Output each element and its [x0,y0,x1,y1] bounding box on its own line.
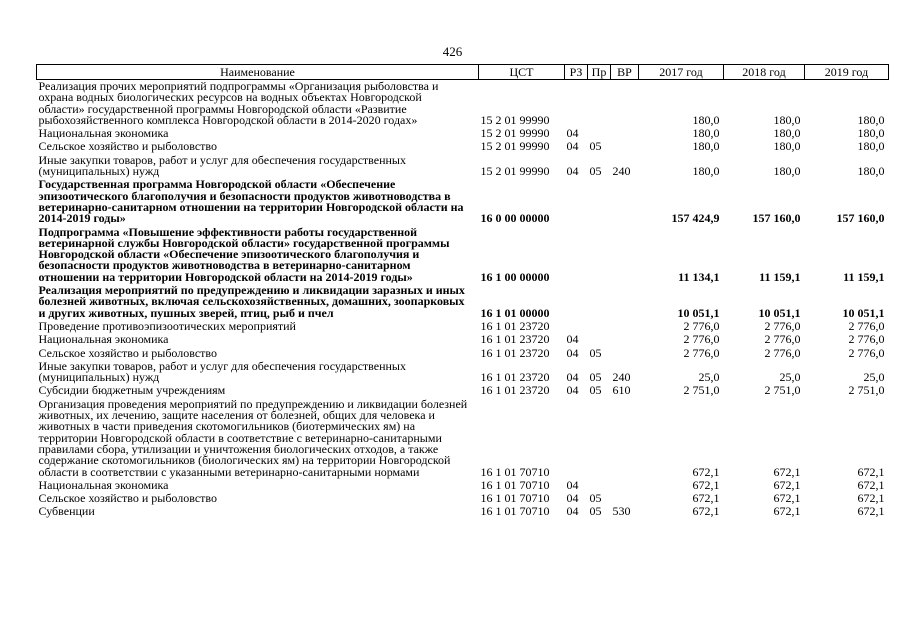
row-2019-value: 2 776,0 [848,318,885,333]
table-row [37,139,889,152]
row-name: Подпрограмма «Повышение эффективности работы государственной ветеринарной службы Новгородской области» государственной программы Новгородской области «Обеспечение эпизоотического благополучия и безопасности продуктов животноводства в ветеринарно-санитарном отношении на территории Новгородской области на 2014-2019 годы» [38,224,450,284]
table-row [37,225,889,283]
row-2019-value: 180,0 [857,139,885,154]
row-rz [565,177,588,224]
row-2018-value: 180,0 [773,139,801,154]
row-pr [588,225,611,283]
row-rz: 04 [566,139,579,154]
row-cst: 15 2 01 99990 [480,126,550,141]
row-2019-value: 25,0 [863,370,885,385]
row-pr [588,177,611,224]
row-vr [611,478,639,491]
row-vr: 530 [612,504,631,519]
row-vr [611,332,639,345]
header-2017: 2017 год [639,65,724,80]
row-2019-value: 2 776,0 [848,345,885,360]
row-2018-value: 672,1 [773,477,801,492]
table-body [37,80,889,518]
row-cst: 16 1 01 23720 [480,332,550,347]
row-2019-value: 180,0 [857,112,885,127]
header-cst: ЦСТ [479,65,565,80]
row-2017-value: 11 134,1 [678,269,720,284]
row-cst: 16 1 01 70710 [480,477,550,492]
row-name: Сельское хозяйство и рыболовство [38,139,218,154]
row-name: Проведение противоэпизоотических мероприятий [38,318,296,333]
table-row [37,319,889,332]
row-2018-value: 672,1 [773,464,801,479]
row-pr [588,319,611,332]
row-pr: 05 [589,491,602,506]
row-pr: 05 [589,164,602,179]
row-vr [611,139,639,152]
row-2017-value: 157 424,9 [671,211,720,226]
row-2019-value: 672,1 [857,504,885,519]
row-name: Государственная программа Новгородской области «Обеспечение эпизоотического благополучия и безопасности продуктов животноводства в ветеринарно-санитарном отношении на территории Новгородской области на 2014-2019 годы» [38,177,464,226]
row-2018-value: 180,0 [773,112,801,127]
header-name: Наименование [37,65,479,80]
row-rz [565,319,588,332]
row-rz [565,397,588,478]
table-row [37,346,889,359]
row-rz: 04 [566,126,579,141]
row-2017-value: 672,1 [692,491,720,506]
table-row [37,504,889,517]
row-2018-value: 180,0 [773,126,801,141]
header-rz: РЗ [565,65,588,80]
row-2017-value: 672,1 [692,504,720,519]
table-row [37,383,889,396]
row-2019-value: 180,0 [857,126,885,141]
row-name: Сельское хозяйство и рыболовство [38,345,218,360]
row-rz: 04 [566,345,579,360]
table-row [37,491,889,504]
row-vr [611,319,639,332]
row-pr [588,478,611,491]
header-pr: Пр [588,65,611,80]
row-rz: 04 [566,370,579,385]
header-2019: 2019 год [805,65,889,80]
row-2019-value: 672,1 [857,491,885,506]
table-row [37,478,889,491]
table-row [37,153,889,178]
row-2017-value: 2 751,0 [683,383,720,398]
budget-table [36,64,889,518]
row-rz: 04 [566,477,579,492]
row-name: Национальная экономика [38,126,169,141]
row-pr [588,283,611,319]
row-cst: 16 1 01 23720 [480,370,550,385]
row-cst: 16 1 01 00000 [480,305,550,320]
row-rz: 04 [566,332,579,347]
row-name: Иные закупки товаров, работ и услуг для обеспечения государственных (муниципальных) нужд [38,358,406,385]
row-cst: 16 1 00 00000 [480,269,550,284]
row-name: Организация проведения мероприятий по предупреждению и ликвидации болезней животных, их лечению, защите населения от болезней, общих для человека и животных в части приведения скотомогильников (биотермических ям) на территории Новгородской области в соответствие с ветеринарно-санитарными правилами сбора, утилизации и уничтожения биологических отходов, а также содержание скотомогильников (биологических ям) на территории Новгородской области в соответствии с указанными ветеринарно-санитарными нормами [38,396,468,479]
row-name: Субсидии бюджетным учреждениям [38,383,226,398]
row-2019-value: 672,1 [857,477,885,492]
row-2017-value: 2 776,0 [683,318,720,333]
table-row [37,80,889,127]
row-name: Реализация мероприятий по предупреждению и ликвидации заразных и иных болезней животных, включая сельскохозяйственных, домашних, зоопарковых и других животных, пушных зверей, птиц, рыб и пчел [38,283,465,320]
header-2018: 2018 год [724,65,805,80]
row-pr: 05 [589,345,602,360]
row-cst: 15 2 01 99990 [480,164,550,179]
row-pr [588,332,611,345]
row-vr [611,80,639,127]
row-cst: 16 1 01 23720 [480,318,550,333]
row-vr [611,225,639,283]
row-2019-value: 2 751,0 [848,383,885,398]
row-pr [588,80,611,127]
table-row [37,332,889,345]
row-2017-value: 180,0 [692,139,720,154]
row-cst: 16 1 01 70710 [480,491,550,506]
row-2019-value: 2 776,0 [848,332,885,347]
row-rz: 04 [566,504,579,519]
table-header-row [37,65,889,80]
row-vr [611,177,639,224]
row-cst: 16 1 01 70710 [480,464,550,479]
row-2017-value: 672,1 [692,464,720,479]
row-2018-value: 672,1 [773,504,801,519]
row-rz: 04 [566,383,579,398]
row-cst: 15 2 01 99990 [480,139,550,154]
row-cst: 16 1 01 23720 [480,383,550,398]
row-pr [588,126,611,139]
header-vr: ВР [611,65,639,80]
row-cst: 15 2 01 99990 [480,112,550,127]
row-name: Субвенции [38,504,95,519]
row-vr: 240 [612,370,631,385]
table-row [37,126,889,139]
row-2019-value: 157 160,0 [836,211,885,226]
row-2019-value: 11 159,1 [843,269,885,284]
table-row [37,177,889,224]
row-name: Сельское хозяйство и рыболовство [38,491,218,506]
row-2018-value: 2 751,0 [764,383,801,398]
row-2018-value: 2 776,0 [764,345,801,360]
row-vr [611,491,639,504]
row-2018-value: 10 051,1 [758,305,801,320]
row-pr: 05 [589,370,602,385]
row-2018-value: 180,0 [773,164,801,179]
row-pr: 05 [589,504,602,519]
row-name: Иные закупки товаров, работ и услуг для обеспечения государственных (муниципальных) нужд [38,152,406,179]
row-2017-value: 672,1 [692,477,720,492]
page-number: 426 [442,44,463,59]
row-2018-value: 157 160,0 [752,211,801,226]
row-2018-value: 672,1 [773,491,801,506]
row-pr [588,397,611,478]
row-pr: 05 [589,383,602,398]
row-2019-value: 672,1 [857,464,885,479]
row-2017-value: 25,0 [698,370,720,385]
row-rz [565,80,588,127]
row-pr: 05 [589,139,602,154]
row-vr: 610 [612,383,631,398]
row-vr [611,397,639,478]
row-2017-value: 2 776,0 [683,345,720,360]
row-rz: 04 [566,491,579,506]
row-2017-value: 180,0 [692,126,720,141]
row-cst: 16 1 01 23720 [480,345,550,360]
row-cst: 16 1 01 70710 [480,504,550,519]
row-2018-value: 11 159,1 [759,269,801,284]
row-2019-value: 180,0 [857,164,885,179]
row-rz: 04 [566,164,579,179]
row-vr [611,126,639,139]
row-name: Национальная экономика [38,477,169,492]
row-2018-value: 2 776,0 [764,318,801,333]
row-2017-value: 180,0 [692,164,720,179]
row-2017-value: 180,0 [692,112,720,127]
row-rz [565,225,588,283]
row-vr [611,283,639,319]
row-name: Реализация прочих мероприятий подпрограммы «Организация рыболовства и охрана водных биологических ресурсов на водных объектах Новгородской области» государственной программы Новгородской области «Развитие рыбохозяйственного комплекса Новгородской области в 2014-2020 годах» [38,79,439,127]
row-name: Национальная экономика [38,332,169,347]
row-2018-value: 2 776,0 [764,332,801,347]
row-2017-value: 2 776,0 [683,332,720,347]
row-cst: 16 0 00 00000 [480,211,550,226]
row-2019-value: 10 051,1 [842,305,885,320]
row-rz [565,283,588,319]
table-row [37,359,889,384]
table-row [37,283,889,319]
row-2018-value: 25,0 [779,370,801,385]
row-vr: 240 [612,164,631,179]
table-row [37,397,889,478]
row-2017-value: 10 051,1 [677,305,720,320]
row-vr [611,346,639,359]
